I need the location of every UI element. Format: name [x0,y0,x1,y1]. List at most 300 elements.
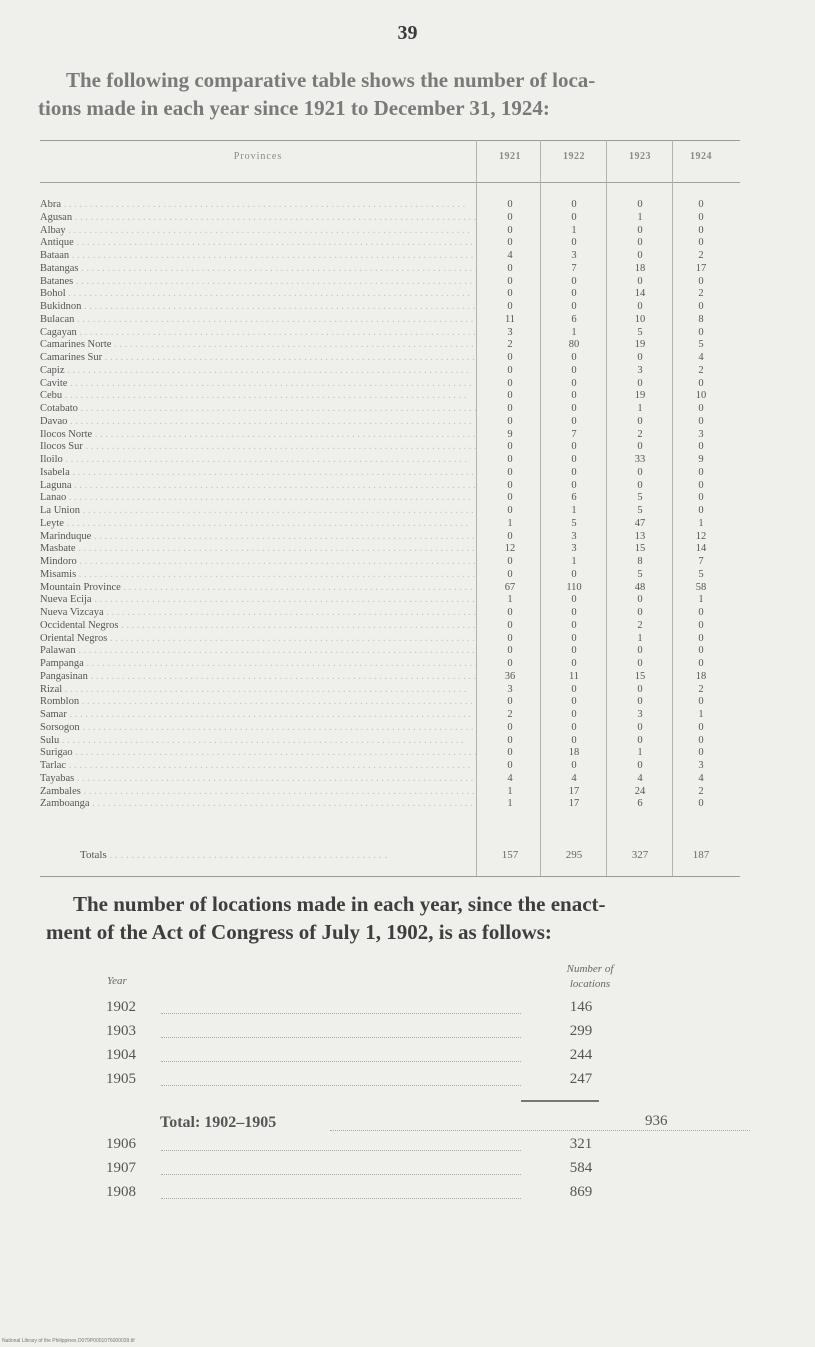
total-row [160,1114,690,1138]
leader-dots [161,1174,521,1175]
cell-value: 0 [698,466,704,478]
table-row [40,454,740,467]
table-row [40,735,740,748]
sum-rule [521,1100,599,1102]
table-row [40,658,740,671]
year-label: 1903 [106,1023,136,1039]
cell-value: 0 [571,683,577,695]
cell-value: 19 [634,339,646,351]
leader-dots [161,1198,521,1199]
cell-value: 0 [637,594,643,606]
province-name: Pangasinan . . . [40,671,476,684]
cell-value: 0 [698,326,704,338]
totals-label: Totals . . . [80,845,476,865]
province-name: Occidental Negros . . . [40,620,476,633]
cell-value: 0 [698,275,704,287]
table-row [40,314,740,327]
cell-value: 0 [637,696,643,708]
cell-value: 0 [571,619,577,631]
cell-value: 0 [507,747,513,759]
cell-value: 1 [637,403,643,414]
intro-paragraph [38,66,746,122]
table-row [40,339,740,352]
table-row [40,773,740,786]
location-count: 584 [569,1160,593,1176]
cell-value: 0 [571,696,577,708]
cell-value: 0 [507,364,513,376]
table-row [40,684,740,697]
cell-value: 0 [637,301,643,312]
cell-value: 0 [507,224,513,236]
total-1922: 295 [565,849,583,861]
cell-value: 2 [698,364,704,376]
cell-value: 33 [634,454,646,465]
cell-value: 5 [637,326,643,338]
cell-value: 1 [507,798,513,810]
cell-value: 0 [507,403,513,414]
year-row [106,1184,606,1208]
cell-value: 1 [571,556,577,567]
province-name: Sulu . . . [40,735,476,748]
cell-value: 0 [571,441,577,453]
cell-value: 0 [698,403,704,414]
cell-value: 0 [507,441,513,453]
cell-value: 7 [571,262,577,274]
cell-value: 0 [571,199,577,210]
cell-value: 0 [507,352,513,363]
cell-value: 6 [571,492,577,504]
table-row [40,607,740,620]
province-name: Zamboanga . . . [40,798,476,811]
table-row [40,518,740,531]
table-row [40,505,740,518]
cell-value: 6 [571,313,577,325]
province-name: Pampanga . . . [40,658,476,671]
cell-value: 5 [698,339,704,351]
cell-value: 3 [571,530,577,542]
cell-value: 0 [507,275,513,287]
cell-value: 0 [571,364,577,376]
cell-value: 19 [634,390,646,402]
year-label: 1904 [106,1047,136,1063]
province-name: Capiz . . . [40,365,476,378]
table-row [40,199,740,212]
table-bottom-rule [40,876,740,877]
cell-value: 4 [637,772,643,784]
para2-line-2: ment of the Act of Congress of July 1, 1902, is as follows: [46,920,552,944]
cell-value: 0 [507,492,513,504]
province-name: Cotabato . . . [40,403,476,416]
province-name: Misamis . . . [40,569,476,582]
cell-value: 0 [571,479,577,491]
header-1921: 1921 [499,151,521,162]
table-row [40,390,740,403]
cell-value: 0 [637,224,643,236]
table-row [40,620,740,633]
cell-value: 0 [698,747,704,759]
cell-value: 0 [571,760,577,771]
province-name: Ilocos Norte . . . [40,429,476,442]
cell-value: 0 [698,505,704,516]
cell-value: 4 [507,250,513,261]
leader-dots [330,1130,750,1131]
cell-value: 3 [637,709,643,720]
cell-value: 0 [698,479,704,491]
province-name: Iloilo . . . [40,454,476,467]
cell-value: 2 [698,683,704,695]
cell-value: 3 [637,364,643,376]
cell-value: 17 [568,785,580,797]
cell-value: 14 [695,543,707,555]
cell-value: 0 [507,262,513,274]
cell-value: 0 [571,632,577,644]
cell-value: 0 [698,441,704,453]
year-column-label: Year [107,975,127,987]
table-row [40,722,740,735]
cell-value: 0 [507,556,513,567]
cell-value: 17 [568,798,580,810]
cell-value: 17 [695,262,707,274]
cell-value: 0 [698,721,704,733]
table-row [40,709,740,722]
cell-value: 12 [504,543,516,555]
year-row [106,1071,606,1095]
cell-value: 0 [571,721,577,733]
number-column-label [535,962,645,992]
province-name: Masbate . . . [40,543,476,556]
cell-value: 0 [507,199,513,210]
cell-value: 0 [571,454,577,465]
cell-value: 4 [571,772,577,784]
cell-value: 10 [695,390,707,402]
leader-dots [161,1150,521,1151]
cell-value: 47 [634,517,646,529]
cell-value: 0 [637,734,643,746]
total-label: Total: 1902–1905 [160,1114,277,1131]
table-row [40,594,740,607]
cell-value: 0 [507,479,513,491]
cell-value: 0 [698,658,704,669]
cell-value: 4 [698,352,704,363]
total-value: 936 [645,1113,668,1129]
cell-value: 0 [507,530,513,542]
province-name: Cagayan . . . [40,327,476,340]
location-count: 247 [569,1071,593,1087]
header-provinces: Provinces [233,151,283,162]
year-label: 1908 [106,1184,136,1200]
province-name: Abra . . . [40,199,476,212]
table-top-rule [40,140,740,141]
province-name: Leyte . . . [40,518,476,531]
cell-value: 0 [637,377,643,389]
table-row [40,467,740,480]
cell-value: 6 [637,798,643,810]
cell-value: 0 [698,199,704,210]
cell-value: 0 [507,568,513,580]
table-row [40,237,740,250]
table-row [40,416,740,429]
cell-value: 2 [698,288,704,300]
cell-value: 0 [507,454,513,465]
cell-value: 2 [698,250,704,261]
cell-value: 0 [698,415,704,427]
province-name: Oriental Negros . . . [40,633,476,646]
cell-value: 0 [637,466,643,478]
cell-value: 0 [637,199,643,210]
cell-value: 1 [637,632,643,644]
cell-value: 0 [698,798,704,810]
cell-value: 0 [637,760,643,771]
province-name: La Union . . . [40,505,476,518]
cell-value: 0 [571,709,577,720]
cell-value: 0 [698,645,704,657]
cell-value: 58 [695,581,707,593]
cell-value: 1 [507,594,513,606]
location-count: 244 [569,1047,593,1063]
province-name: Bukidnon . . . [40,301,476,314]
year-row [106,1136,606,1160]
cell-value: 0 [637,645,643,657]
locations-table [40,140,740,877]
cell-value: 0 [507,658,513,669]
table-row [40,378,740,391]
cell-value: 0 [698,734,704,746]
table-row [40,403,740,416]
cell-value: 7 [571,428,577,440]
cell-value: 14 [634,288,646,300]
footer-credit: National Library of the Philippines D079P0001076000039.tif [2,1338,135,1344]
table-row [40,492,740,505]
cell-value: 5 [637,568,643,580]
table-row [40,352,740,365]
cell-value: 0 [637,721,643,733]
cell-value: 0 [637,658,643,669]
cell-value: 1 [698,709,704,720]
cell-value: 0 [637,250,643,261]
province-name: Nueva Vizcaya . . . [40,607,476,620]
second-paragraph [46,890,745,946]
table-row [40,276,740,289]
cell-value: 0 [507,696,513,708]
cell-value: 15 [634,543,646,555]
leader-dots [161,1037,521,1038]
year-label: 1905 [106,1071,136,1087]
cell-value: 0 [637,415,643,427]
leader-dots [161,1085,521,1086]
province-name: Zambales . . . [40,786,476,799]
province-name: Isabela . . . [40,467,476,480]
cell-value: 5 [637,505,643,516]
cell-value: 24 [634,785,646,797]
province-name: Bulacan . . . [40,314,476,327]
year-label: 1902 [106,999,136,1015]
cell-value: 8 [637,556,643,567]
province-name: Cavite . . . [40,378,476,391]
year-row [106,1023,606,1047]
cell-value: 9 [698,454,704,465]
province-name: Tayabas . . . [40,773,476,786]
header-1924: 1924 [690,151,712,162]
cell-value: 0 [637,479,643,491]
cell-value: 2 [637,619,643,631]
table-row [40,696,740,709]
cell-value: 13 [634,530,646,542]
table-row [40,327,740,340]
cell-value: 0 [507,301,513,312]
year-row [106,1047,606,1071]
cell-value: 3 [507,326,513,338]
cell-value: 11 [504,313,516,325]
table-row [40,212,740,225]
province-name: Bataan . . . [40,250,476,263]
year-label: 1906 [106,1136,136,1152]
para2-line-1: The number of locations made in each year, since the enact- [73,892,606,916]
cell-value: 1 [637,211,643,223]
intro-line-2: tions made in each year since 1921 to December 31, 1924: [38,96,550,120]
cell-value: 0 [571,645,577,657]
province-name: Camarines Sur . . . [40,352,476,365]
total-1921: 157 [501,849,519,861]
province-name: Batanes . . . [40,276,476,289]
cell-value: 0 [571,403,577,414]
table-row [40,671,740,684]
cell-value: 0 [507,760,513,771]
table-row [40,645,740,658]
cell-value: 1 [698,594,704,606]
cell-value: 0 [571,415,577,427]
cell-value: 0 [571,466,577,478]
cell-value: 11 [568,670,580,682]
cell-value: 0 [637,683,643,695]
cell-value: 0 [698,492,704,504]
cell-value: 10 [634,313,646,325]
cell-value: 0 [698,632,704,644]
leader-dots [161,1013,521,1014]
province-name: Ilocos Sur . . . [40,441,476,454]
cell-value: 0 [571,288,577,300]
table-row [40,569,740,582]
cell-value: 3 [571,250,577,261]
cell-value: 0 [571,352,577,363]
cell-value: 0 [507,415,513,427]
cell-value: 0 [507,505,513,516]
table-row [40,531,740,544]
cell-value: 0 [507,390,513,402]
table-row [40,786,740,799]
cell-value: 0 [571,301,577,312]
province-name: Cebu . . . [40,390,476,403]
province-name: Surigao . . . [40,747,476,760]
cell-value: 0 [698,224,704,236]
province-name: Mindoro . . . [40,556,476,569]
cell-value: 1 [571,224,577,236]
cell-value: 9 [507,428,513,440]
table-header-rule [40,182,740,183]
cell-value: 67 [504,581,516,593]
cell-value: 1 [571,505,577,516]
table-row [40,582,740,595]
cell-value: 2 [507,709,513,720]
cell-value: 3 [698,760,704,771]
table-row [40,288,740,301]
cell-value: 0 [698,211,704,223]
province-name: Laguna . . . [40,480,476,493]
table-row [40,441,740,454]
cell-value: 0 [507,211,513,223]
cell-value: 0 [637,441,643,453]
province-name: Albay . . . [40,225,476,238]
province-name: Rizal . . . [40,684,476,697]
cell-value: 0 [571,607,577,618]
cell-value: 0 [698,301,704,312]
table-row [40,225,740,238]
cell-value: 0 [571,390,577,402]
cell-value: 0 [571,734,577,746]
cell-value: 0 [637,275,643,287]
cell-value: 5 [637,492,643,504]
province-name: Palawan . . . [40,645,476,658]
cell-value: 0 [698,696,704,708]
cell-value: 0 [507,607,513,618]
cell-value: 0 [698,237,704,249]
cell-value: 3 [571,543,577,555]
total-1924: 187 [692,849,710,861]
cell-value: 2 [637,428,643,440]
cell-value: 0 [698,377,704,389]
year-label: 1907 [106,1160,136,1176]
cell-value: 15 [634,670,646,682]
cell-value: 0 [571,237,577,249]
province-name: Agusan . . . [40,212,476,225]
cell-value: 5 [571,517,577,529]
cell-value: 3 [698,428,704,440]
cell-value: 4 [698,772,704,784]
province-name: Lanao . . . [40,492,476,505]
cell-value: 1 [571,326,577,338]
cell-value: 7 [698,556,704,567]
province-name: Mountain Province . . . [40,582,476,595]
number-label-line-1: Number of [566,963,614,975]
cell-value: 0 [571,568,577,580]
cell-value: 18 [695,670,707,682]
location-count: 299 [569,1023,593,1039]
cell-value: 1 [698,517,704,529]
header-1923: 1923 [629,151,651,162]
cell-value: 0 [507,466,513,478]
province-name: Marinduque . . . [40,531,476,544]
table-row [40,633,740,646]
table-row [40,543,740,556]
leader-dots [161,1061,521,1062]
year-row [106,1160,606,1184]
cell-value: 80 [568,339,580,351]
table-body [40,199,740,811]
cell-value: 0 [507,377,513,389]
table-row [40,250,740,263]
table-row [40,798,740,811]
cell-value: 0 [571,594,577,606]
cell-value: 0 [637,352,643,363]
total-1923: 327 [631,849,649,861]
cell-value: 18 [568,747,580,759]
cell-value: 0 [571,275,577,287]
page-number: 39 [397,22,418,44]
province-name: Romblon . . . [40,696,476,709]
cell-value: 48 [634,581,646,593]
location-count: 321 [569,1136,593,1152]
table-row [40,480,740,493]
cell-value: 0 [571,377,577,389]
